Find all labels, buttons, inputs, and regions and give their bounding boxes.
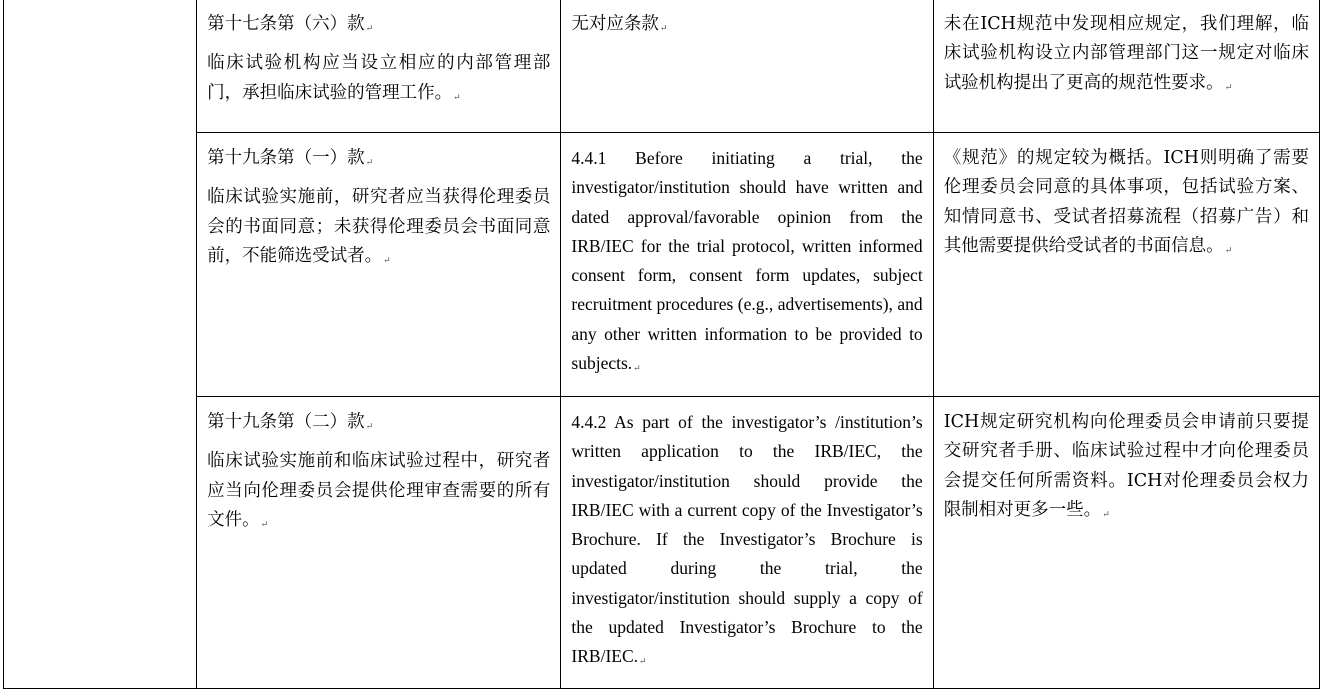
paragraph-mark-icon: ↵ xyxy=(659,24,668,34)
table-row xyxy=(4,397,1320,689)
clause-title: 第十九条第（二）款 xyxy=(207,412,365,432)
cn-clause-cell xyxy=(197,0,561,133)
analysis-text: ICH规定研究机构向伦理委员会申请前只要提交研究者手册、临床试验过程中才向伦理委员会提交任何所需资料。ICH对伦理委员会权力限制相对更多一些。 xyxy=(943,412,1309,520)
paragraph-mark-icon: ↵ xyxy=(260,519,269,530)
paragraph-mark-icon: ↵ xyxy=(639,656,647,667)
clause-body: 临床试验实施前，研究者应当获得伦理委员会的书面同意；未获得伦理委员会书面同意前，不能筛选受试者。 xyxy=(207,187,551,266)
paragraph-mark-icon: ↵ xyxy=(365,24,374,34)
comparison-table xyxy=(3,0,1320,689)
paragraph-mark-icon: ↵ xyxy=(365,158,374,168)
clause-body: 临床试验机构应当设立相应的内部管理部门，承担临床试验的管理工作。 xyxy=(207,53,551,103)
ich-clause-text: 4.4.2 As part of the investigator’s /institution’s written application to the IRB/IEC, the investigator/institution should provide the IRB/IEC with a current copy of the Investigator’s Brochure. If the Investigator’s Brochure is updated during the trial, the investigator/institution should supply a copy of the updated Investigator’s Brochure to the IRB/IEC. xyxy=(571,412,923,667)
analysis-cell xyxy=(933,133,1319,397)
paragraph-mark-icon: ↵ xyxy=(383,255,391,266)
paragraph-mark-icon: ↵ xyxy=(453,92,461,103)
analysis-cell xyxy=(933,0,1319,133)
ich-clause-cell xyxy=(561,397,933,689)
clause-body: 临床试验实施前和临床试验过程中，研究者应当向伦理委员会提供伦理审查需要的所有文件。 xyxy=(207,451,551,530)
analysis-text: 未在ICH规范中发现相应规定，我们理解，临床试验机构设立内部管理部门这一规定对临床试验机构提出了更高的规范性要求。 xyxy=(943,14,1309,93)
paragraph-mark-icon: ↵ xyxy=(365,422,374,432)
table-row xyxy=(4,133,1320,397)
clause-title: 第十七条第（六）款 xyxy=(207,14,365,34)
ich-clause-text: 4.4.1 Before initiating a trial, the investigator/institution should have written and dated approval/favorable opinion from the IRB/IEC for the trial protocol, written informed consent form, consent form updates, subject recruitment procedures (e.g., advertisements), and any other written information to be provided to subjects. xyxy=(571,148,923,374)
category-cell xyxy=(4,0,197,689)
cn-clause-cell xyxy=(197,397,561,689)
paragraph-mark-icon: ↵ xyxy=(1224,82,1233,93)
analysis-text: 《规范》的规定较为概括。ICH则明确了需要伦理委员会同意的具体事项，包括试验方案、知情同意书、受试者招募流程（招募广告）和其他需要提供给受试者的书面信息。 xyxy=(943,148,1309,256)
paragraph-mark-icon: ↵ xyxy=(1102,509,1110,520)
cn-clause-cell xyxy=(197,133,561,397)
paragraph-mark-icon: ↵ xyxy=(1224,245,1233,256)
table-row xyxy=(4,0,1320,133)
ich-clause-text: 无对应条款 xyxy=(571,14,659,34)
ich-clause-cell xyxy=(561,133,933,397)
paragraph-mark-icon: ↵ xyxy=(633,363,641,374)
clause-title: 第十九条第（一）款 xyxy=(207,148,365,168)
analysis-cell xyxy=(933,397,1319,689)
ich-clause-cell xyxy=(561,0,933,133)
